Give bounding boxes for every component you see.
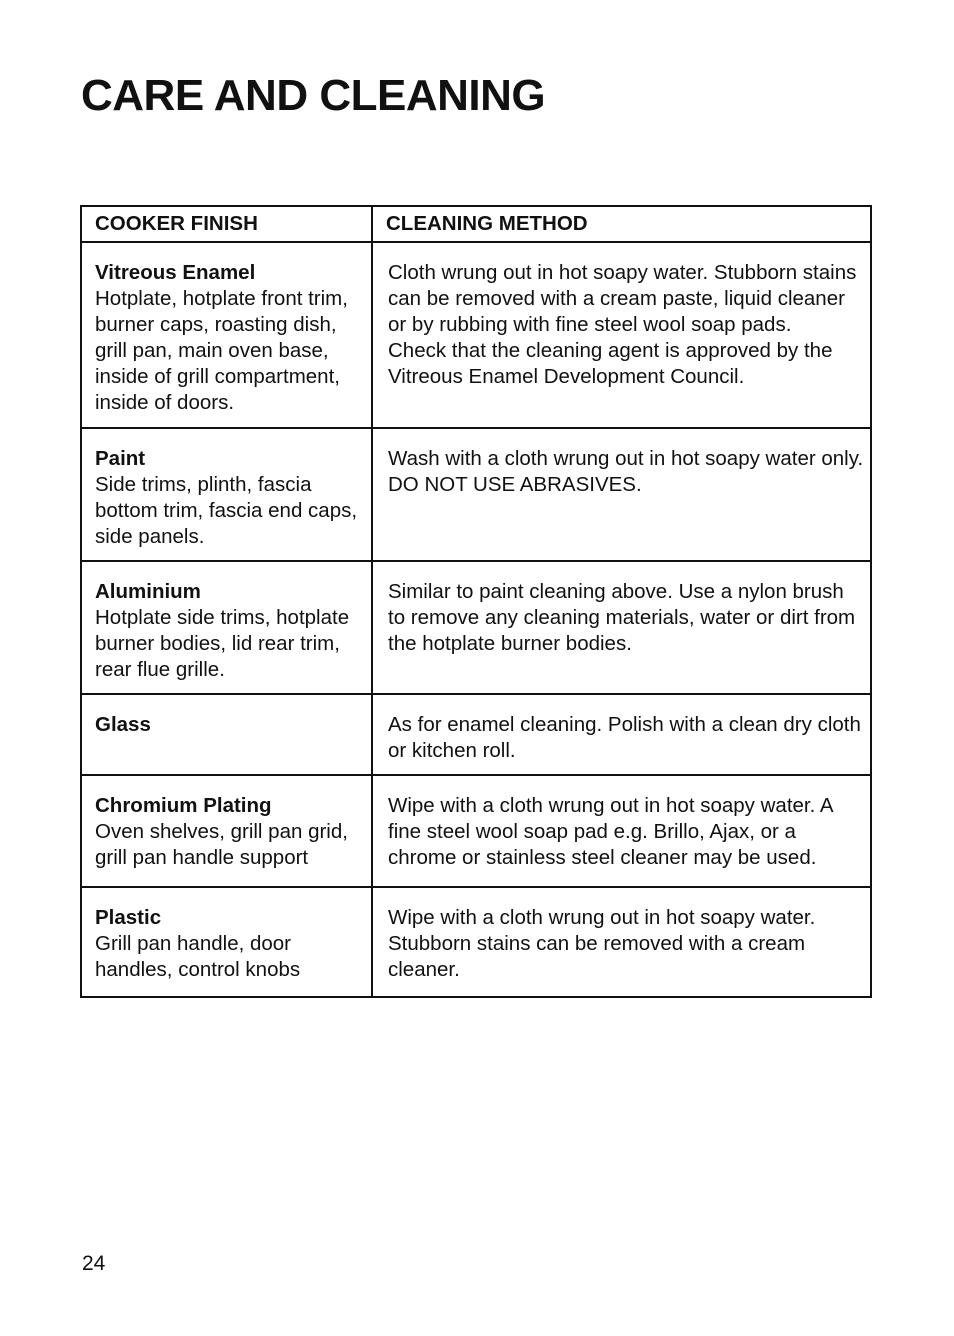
method-text: Check that the cleaning agent is approved by the Vitreous Enamel Development Council.	[388, 339, 833, 388]
table-header-row	[81, 206, 871, 242]
material-name: Aluminium	[95, 580, 201, 603]
method-cell	[372, 428, 871, 561]
material-parts: Hotplate, hotplate front trim, burner caps, roasting dish, grill pan, main oven base, inside of grill compartment, inside of doors.	[95, 287, 348, 414]
material-parts: Oven shelves, grill pan grid, grill pan handle support	[95, 820, 348, 869]
finish-cell	[81, 887, 372, 997]
method-cell	[372, 694, 871, 775]
finish-cell	[81, 694, 372, 775]
method-text: Wipe with a cloth wrung out in hot soapy water. Stubborn stains can be removed with a cream cleaner.	[388, 906, 816, 981]
material-name: Glass	[95, 713, 151, 736]
care-cleaning-table	[80, 205, 872, 998]
finish-cell	[81, 561, 372, 694]
finish-cell	[81, 242, 372, 428]
material-name: Plastic	[95, 906, 162, 929]
material-name: Vitreous Enamel	[95, 261, 256, 284]
material-parts: Hotplate side trims, hotplate burner bodies, lid rear trim, rear flue grille.	[95, 606, 350, 681]
method-text: Cloth wrung out in hot soapy water. Stubborn stains can be removed with a cream paste, liquid cleaner or by rubbing with fine steel wool soap pads.	[388, 261, 857, 336]
table-row	[81, 887, 871, 997]
finish-cell	[81, 775, 372, 887]
method-cell	[372, 887, 871, 997]
page-number: 24	[82, 1252, 106, 1275]
method-text: Wash with a cloth wrung out in hot soapy water only.	[388, 447, 864, 470]
material-parts: Side trims, plinth, fascia bottom trim, fascia end caps, side panels.	[95, 473, 358, 548]
table-row	[81, 242, 871, 428]
method-text: As for enamel cleaning. Polish with a clean dry cloth or kitchen roll.	[388, 713, 861, 762]
method-cell	[372, 242, 871, 428]
method-cell	[372, 775, 871, 887]
table-row	[81, 428, 871, 561]
page-title: CARE AND CLEANING	[81, 71, 546, 120]
finish-cell	[81, 428, 372, 561]
header-cleaning-method: CLEANING METHOD	[372, 206, 871, 242]
table-row	[81, 694, 871, 775]
method-text: DO NOT USE ABRASIVES.	[388, 473, 642, 496]
material-name: Chromium Plating	[95, 794, 272, 817]
method-cell	[372, 561, 871, 694]
material-parts: Grill pan handle, door handles, control knobs	[95, 932, 301, 981]
method-text: Wipe with a cloth wrung out in hot soapy water. A fine steel wool soap pad e.g. Brillo, Ajax, or a chrome or stainless steel cleaner may be used.	[388, 794, 833, 869]
method-text: Similar to paint cleaning above. Use a nylon brush to remove any cleaning materials, water or dirt from the hotplate burner bodies.	[388, 580, 856, 655]
table-row	[81, 775, 871, 887]
header-cooker-finish: COOKER FINISH	[81, 206, 372, 242]
table-row	[81, 561, 871, 694]
material-name: Paint	[95, 447, 146, 470]
